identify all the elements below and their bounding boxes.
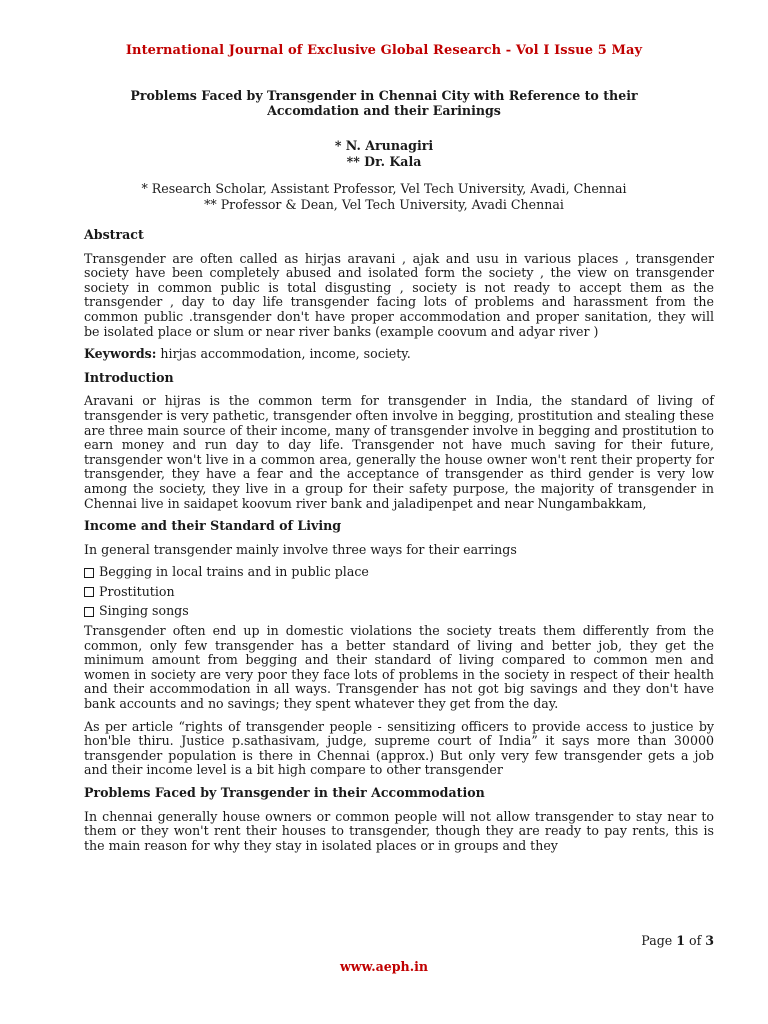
author-list: [0, 138, 768, 169]
checkbox-icon: [84, 587, 94, 597]
keywords-text: hirjas accommodation, income, society.: [156, 346, 411, 362]
journal-header: International Journal of Exclusive Global Research - Vol I Issue 5 May: [125, 43, 643, 58]
paper-title: Problems Faced by Transgender in Chennai City with Reference to their Accomdation and their Earinings: [130, 88, 638, 118]
paper-body: [84, 228, 714, 861]
income-heading: Income and their Standard of Living: [84, 518, 342, 534]
checkbox-icon: [84, 568, 94, 578]
abstract-text: Transgender are often called as hirjas aravani , ajak and usu in various places , transgender society have been completely abused and isolated form the society , the view on transgender society in common public is total disgusting , society is not ready to accept them as the transgender , day to day life transgender facing lots of problems and harassment from the common public .transgender don't have proper accommodation and proper sanitation, they will be isolated place or slum or near river banks (example coovum and adyar river ): [84, 250, 714, 339]
page-mid: of: [684, 933, 706, 948]
list-item: [84, 585, 714, 600]
author-2: ** Dr. Kala: [346, 153, 422, 169]
page-current: 1: [676, 933, 685, 948]
list-item: [84, 604, 714, 619]
affiliation-1: * Research Scholar, Assistant Professor, Vel Tech University, Avadi, Chennai: [141, 181, 627, 196]
accommodation-text: In chennai generally house owners or common people will not allow transgender to stay near to them or they won't rent their houses to transgender, though they are ready to pay rents, this is the main reason for why they stay in isolated places or in groups and they: [84, 808, 714, 853]
income-paragraph-2: As per article “rights of transgender people - sensitizing officers to provide access to justice by hon'ble thiru. Justice p.sathasivam, judge, supreme court of India” it says more than 30000 transgender population is there in Chennai (approx.) But only very few transgender gets a job and their income level is a bit high compare to other transgender: [84, 718, 714, 778]
affiliation-2: ** Professor & Dean, Vel Tech University, Avadi Chennai: [204, 196, 564, 212]
abstract-heading: Abstract: [84, 227, 144, 242]
keywords: [84, 347, 714, 362]
page-prefix: Page: [641, 933, 677, 948]
accommodation-heading: Problems Faced by Transgender in their Accommodation: [84, 785, 485, 800]
author-1: * N. Arunagiri: [334, 138, 434, 153]
page-number: [641, 933, 714, 948]
checkbox-icon: [84, 607, 94, 617]
introduction-heading: Introduction: [84, 369, 174, 385]
page-total: 3: [705, 933, 714, 948]
keywords-label: Keywords:: [84, 346, 157, 362]
income-paragraph-1: Transgender often end up in domestic violations the society treats them differently from the common, only few transgender has a better standard of living and better job, they get the minimum amount from begging and their standard of living compared to common men and women in society are very poor they face lots of problems in the society in respect of their health and their accommodation in all ways. Transgender has not got big savings and they don't have bank accounts and no savings; they spent whatever they get from the day.: [84, 623, 714, 712]
list-item-label: Prostitution: [99, 583, 175, 599]
footer-url: www.aeph.in: [339, 959, 429, 974]
income-intro: In general transgender mainly involve three ways for their earrings: [84, 541, 517, 557]
affiliation-list: [0, 181, 768, 212]
list-item-label: Singing songs: [99, 603, 189, 619]
list-item-label: Begging in local trains and in public place: [99, 564, 369, 580]
introduction-text: Aravani or hijras is the common term for transgender in India, the standard of living of transgender is very pathetic, transgender often involve in begging, prostitution and stealing these are three main source of their income, many of transgender involve in begging and prostitution to earn money and run day to day life. Transgender not have much saving for their future, transgender won't live in a common area, generally the house owner won't rent their property for transgender, they have a fear and the acceptance of transgender as third gender is very low among the society, they live in a group for their safety purpose, the majority of transgender in Chennai live in saidapet koovum river bank and jaladipenpet and near Nungambakkam,: [84, 393, 714, 511]
list-item: [84, 565, 714, 580]
earnings-list: [84, 565, 714, 619]
